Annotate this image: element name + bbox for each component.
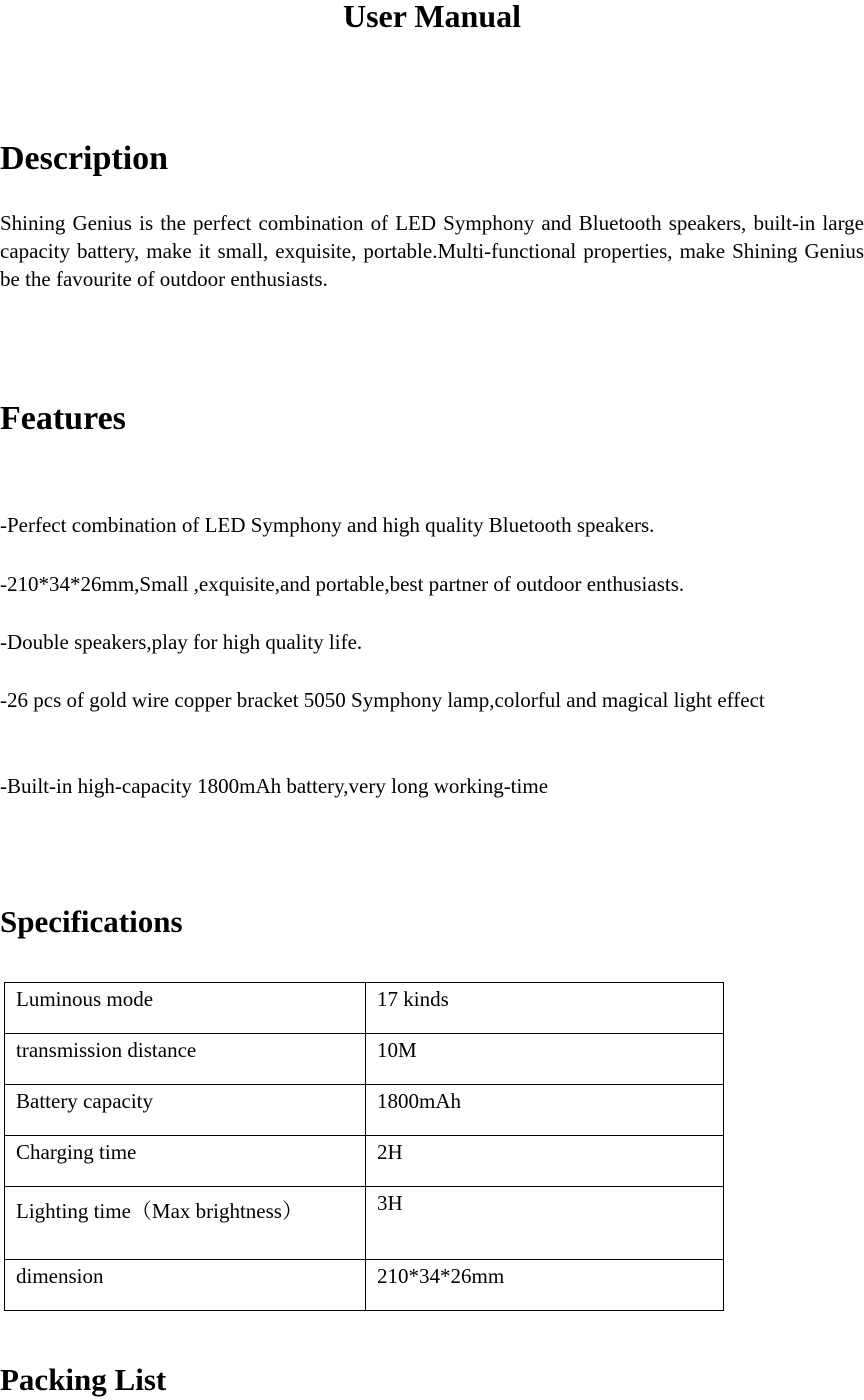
- spec-value: 210*34*26mm: [366, 1260, 724, 1311]
- features-heading: Features: [0, 400, 126, 437]
- spec-label: transmission distance: [5, 1034, 366, 1085]
- packing-list-heading: Packing List: [0, 1362, 167, 1397]
- specifications-heading: Specifications: [0, 904, 183, 939]
- feature-item: -Double speakers,play for high quality life.: [0, 630, 363, 654]
- feature-item: -210*34*26mm,Small ,exquisite,and portable,best partner of outdoor enthusiasts.: [0, 572, 685, 596]
- table-row: [5, 1034, 724, 1085]
- spec-value: 10M: [366, 1034, 724, 1085]
- spec-value: 1800mAh: [366, 1085, 724, 1136]
- table-row: [5, 1260, 724, 1311]
- spec-label: Battery capacity: [5, 1085, 366, 1136]
- table-row: [5, 1136, 724, 1187]
- spec-label: Luminous mode: [5, 983, 366, 1034]
- spec-value: 17 kinds: [366, 983, 724, 1034]
- feature-item: -26 pcs of gold wire copper bracket 5050 Symphony lamp,colorful and magical light effect: [0, 688, 765, 712]
- spec-label: Charging time: [5, 1136, 366, 1187]
- description-heading: Description: [0, 140, 169, 177]
- table-row: [5, 1085, 724, 1136]
- feature-item: -Perfect combination of LED Symphony and high quality Bluetooth speakers.: [0, 513, 655, 537]
- page-title: User Manual: [342, 0, 522, 34]
- feature-item: -Built-in high-capacity 1800mAh battery,very long working-time: [0, 774, 549, 798]
- description-text: Shining Genius is the perfect combination of LED Symphony and Bluetooth speakers, built-in large capacity battery, make it small, exquisite, portable.Multi-functional properties, make Shining Genius be the favourite of outdoor enthusiasts.: [0, 211, 864, 291]
- spec-label: Lighting time（Max brightness）: [5, 1187, 366, 1260]
- spec-value: 3H: [366, 1187, 724, 1260]
- spec-label: dimension: [5, 1260, 366, 1311]
- spec-value: 2H: [366, 1136, 724, 1187]
- specifications-table: [4, 982, 724, 1311]
- table-row: [5, 1187, 724, 1260]
- table-row: [5, 983, 724, 1034]
